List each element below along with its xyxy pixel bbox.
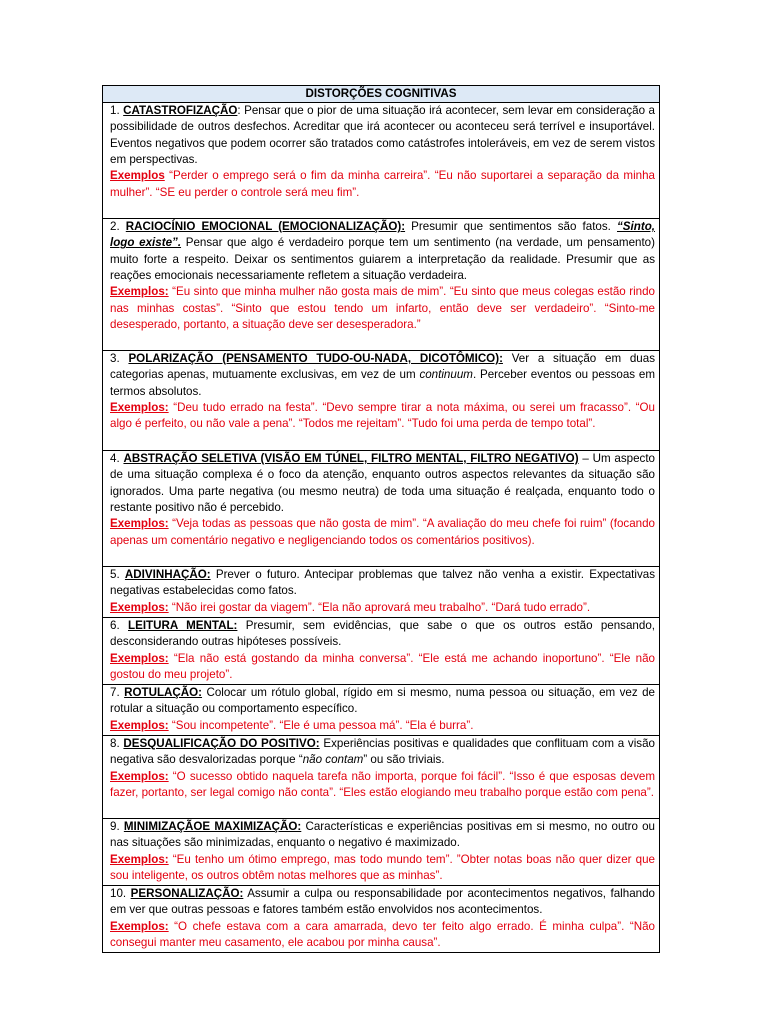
table-row	[103, 451, 659, 567]
definition	[110, 567, 655, 600]
definition	[110, 451, 655, 516]
examples	[110, 919, 655, 952]
item-definition: Presumir, sem evidências, que sabe o que os outros estão pensando, desconsiderando outras hipóteses possíveis.	[110, 619, 655, 649]
item-definition: Presumir que sentimentos são fatos.	[405, 220, 617, 233]
item-number: 3.	[110, 352, 120, 365]
examples	[110, 400, 655, 433]
examples-label: Exemplos	[110, 169, 165, 183]
examples-text: “Ela não está gostando da minha conversa”. “Ele está me achando inoportuno”. “Ele não gostou do meu projeto”.	[110, 651, 655, 682]
item-definition: Prever o futuro. Antecipar problemas que talvez não venha a existir. Expectativas negativas estabelecidas como fatos.	[110, 568, 655, 598]
table-row	[103, 219, 659, 351]
table-row	[103, 618, 659, 685]
definition	[110, 685, 655, 718]
examples	[110, 284, 655, 333]
item-definition: Experiências positivas e qualidades que conflituam com a visão negativa são desvalorizadas porque “	[110, 737, 655, 767]
item-title: MINIMIZAÇÃOE MAXIMIZAÇÃO:	[123, 820, 302, 833]
definition	[110, 618, 655, 651]
item-number: 7.	[110, 686, 120, 699]
examples-text: “O sucesso obtido naquela tarefa não importa, porque foi fácil”. “Isso é que esposas devem fazer, portanto, ser legal comigo não conta”. “Eles estão elogiando meu trabalho porque estão com pena”.	[110, 769, 655, 800]
item-definition: Colocar um rótulo global, rígido em si mesmo, numa pessoa ou situação, em vez de rotular a situação ou comportamento específico.	[110, 686, 655, 716]
item-title: DESQUALIFICAÇÃO DO POSITIVO:	[123, 737, 320, 750]
item-title: POLARIZAÇÃO (PENSAMENTO TUDO-OU-NADA, DICOTÔMICO):	[128, 352, 503, 365]
item-number: 9.	[110, 820, 120, 833]
item-definition-emphasis: não contam	[302, 753, 364, 767]
item-definition-emphasis: continuum	[419, 368, 473, 382]
table-row	[103, 886, 659, 952]
table-row	[103, 685, 659, 736]
examples-text: “Não irei gostar da viagem”. “Ela não aprovará meu trabalho”. “Dará tudo errado”.	[168, 600, 591, 614]
table-row	[103, 819, 659, 886]
item-definition: Assumir a culpa ou responsabilidade por acontecimentos negativos, falhando em ver que outras pessoas e fatores também estão envolvidos nos acontecimentos.	[110, 887, 655, 917]
table-row	[103, 567, 659, 618]
examples-label: Exemplos:	[110, 401, 169, 415]
item-number: 1.	[110, 104, 120, 117]
definition	[110, 736, 655, 769]
definition	[110, 219, 655, 284]
definition	[110, 351, 655, 400]
examples-text: “Eu sinto que minha mulher não gosta mais de mim”. “Eu sinto que meus colegas estão rindo nas minhas costas”. “Sinto que estou tendo um infarto, então deve ser verdadeiro”. “Sinto-me desesperado, portanto, a situação deve ser desesperadora.”	[110, 285, 655, 332]
examples-label: Exemplos:	[110, 769, 169, 783]
examples-label: Exemplos:	[110, 919, 169, 933]
item-title: RACIOCÍNIO EMOCIONAL (EMOCIONALIZAÇÃO):	[125, 220, 406, 233]
item-title: ABSTRAÇÃO SELETIVA (VISÃO EM TÚNEL, FILTRO MENTAL, FILTRO NEGATIVO)	[123, 452, 579, 465]
item-definition-emphasis: “Sinto, logo existe”.	[110, 220, 655, 250]
table-title: DISTORÇÕES COGNITIVAS	[103, 86, 659, 103]
item-number: 5.	[110, 568, 120, 581]
item-title: ROTULAÇÃO:	[124, 686, 203, 699]
definition: 1. CATASTROFIZAÇÃO: Pensar que o pior de uma situação irá acontecer, sem levar em consideração a possibilidade de outros desfechos. Acreditar que irá acontecer ou aconteceu será terrível e insuportável. Eventos negativos que podem ocorrer são tratados como catástrofes intoleráveis, em vez de serem vistos em perspectivas.	[110, 104, 655, 167]
examples-text: “Eu tenho um ótimo emprego, mas todo mundo tem”. ”Obter notas boas não quer dizer que sou inteligente, os outros obtêm notas melhores que as minhas”.	[110, 852, 655, 883]
examples-label: Exemplos:	[110, 718, 169, 732]
examples	[110, 600, 655, 616]
item-number: 8.	[110, 737, 120, 750]
examples	[110, 718, 655, 734]
examples-label: Exemplos:	[110, 517, 169, 531]
examples	[110, 651, 655, 684]
examples-text: “Sou incompetente”. “Ele é uma pessoa má”. “Ela é burra”.	[168, 718, 474, 732]
examples-label: Exemplos:	[110, 852, 169, 866]
examples-label: Exemplos:	[110, 651, 169, 665]
definition	[110, 819, 655, 852]
table-row	[103, 736, 659, 819]
item-number: 6.	[110, 619, 120, 632]
examples-text: “O chefe estava com a cara amarrada, devo ter feito algo errado. É minha culpa”. “Não consegui manter meu casamento, ele acabou por minha causa”.	[110, 919, 655, 950]
cognitive-distortions-table	[102, 85, 660, 953]
examples-text: “Perder o emprego será o fim da minha carreira”. “Eu não suportarei a separação da minha mulher”. “SE eu perder o controle será meu fim”.	[110, 169, 655, 199]
examples	[110, 168, 655, 201]
table-row	[103, 103, 659, 219]
definition	[110, 886, 655, 919]
item-definition: Pensar que o pior de uma situação irá acontecer, sem levar em consideração a possibilidade de outros desfechos. Acreditar que irá acontecer ou aconteceu será terrível e insuportável. Eventos negativos que podem ocorrer são tratados como catástrofes intoleráveis, em vez de serem vistos em perspectivas.	[110, 104, 655, 167]
item-definition-cont: Pensar que algo é verdadeiro porque tem um sentimento (na verdade, um pensamento) muito forte a respeito. Deixar os sentimentos guiarem a interpretação da realidade. Presumir que as reações emocionais necessariamente refletem a situação verdadeira.	[110, 236, 655, 283]
item-title: CATASTROFIZAÇÃO	[123, 104, 238, 117]
examples	[110, 769, 655, 802]
examples	[110, 852, 655, 885]
item-number: 4.	[110, 452, 120, 465]
item-title: PERSONALIZAÇÃO:	[130, 887, 244, 900]
item-number: 2.	[110, 220, 120, 233]
item-definition-cont: . Perceber eventos ou pessoas em termos absolutos.	[110, 368, 655, 398]
item-definition: – Um aspecto de uma situação complexa é o foco da atenção, enquanto outros aspectos relevantes da situação são ignorados. Uma parte negativa (ou mesmo neutra) de toda uma situação é realçada, enquanto todo o restante positivo não é percebido.	[110, 452, 655, 515]
item-number: 10.	[110, 887, 127, 900]
examples	[110, 516, 655, 549]
item-definition-cont: ” ou são triviais.	[363, 753, 445, 767]
item-definition: Características e experiências positivas em si mesmo, no outro ou nas situações são minimizadas, enquanto o negativo é maximizado.	[110, 820, 655, 850]
examples-text: “Veja todas as pessoas que não gosta de mim”. “A avaliação do meu chefe foi ruim” (focando apenas um comentário negativo e negligenciando todos os comentários positivos).	[110, 517, 655, 547]
examples-label: Exemplos:	[110, 285, 169, 299]
item-title: ADIVINHAÇÃO:	[124, 568, 211, 581]
table-row	[103, 351, 659, 451]
examples-label: Exemplos:	[110, 600, 169, 614]
examples-text: “Deu tudo errado na festa”. “Devo sempre tirar a nota máxima, ou serei um fracasso”. “Ou algo é perfeito, ou não vale a pena”. “Todos me rejeitam”. “Tudo foi uma perda de tempo total”.	[110, 401, 655, 431]
item-definition: Ver a situação em duas categorias apenas, mutuamente exclusivas, em vez de um	[110, 352, 655, 382]
item-title: LEITURA MENTAL:	[128, 619, 238, 632]
